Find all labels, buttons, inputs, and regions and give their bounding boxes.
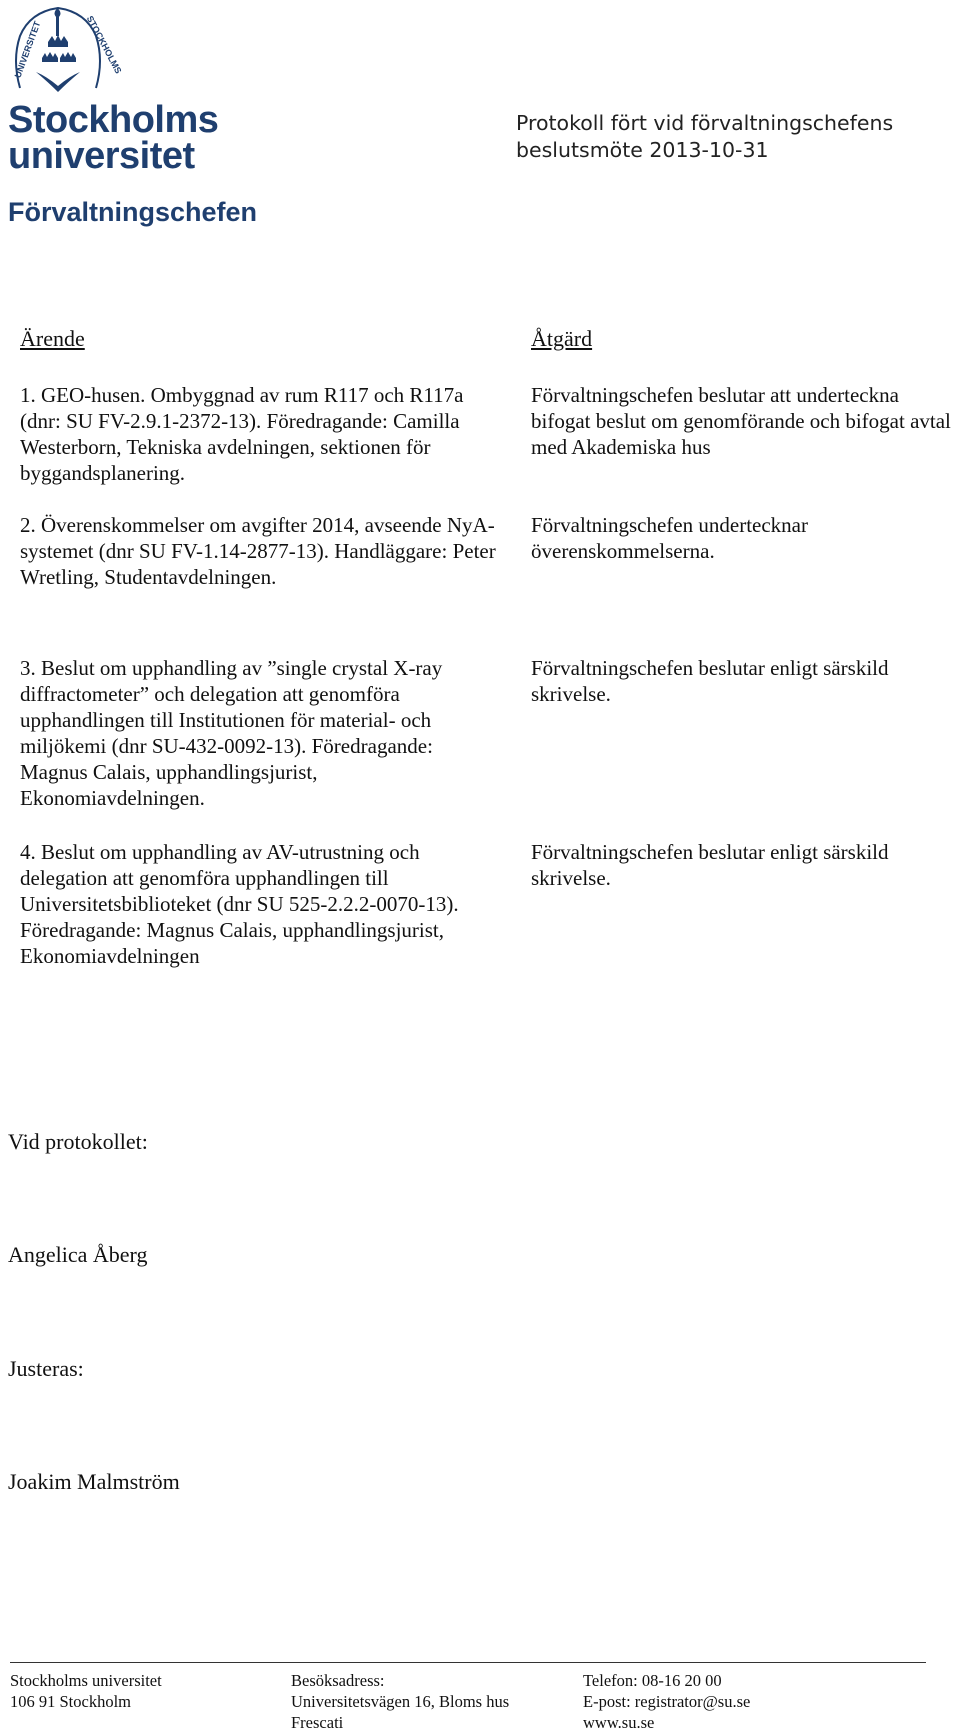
agenda-item-4: 4. Beslut om upphandling av AV-utrustning och delegation att genomföra upphandlingen till Universitetsbiblioteket (dnr SU 525-2.2.2-0070-13). Föredragande: Magnus Calais, upphandlingsjurist, Ekonomiavdelningen [20, 840, 459, 968]
footer-line: Universitetsvägen 16, Bloms hus [291, 1692, 510, 1711]
minutes-taker-label: Vid protokollet: [8, 1129, 148, 1154]
logo-wordmark-line1: Stockholms [8, 99, 219, 141]
footer-line: Frescati [291, 1713, 344, 1732]
title-line-1: Protokoll fört vid förvaltningschefens [516, 111, 894, 135]
arende-heading: Ärende [20, 326, 85, 351]
department-name: Förvaltningschefen [8, 197, 258, 227]
footer-line: 106 91 Stockholm [10, 1692, 132, 1711]
logo-wordmark-line2: universitet [8, 135, 195, 177]
svg-text:UNIVERSITET: UNIVERSITET [12, 19, 43, 80]
footer-address [10, 1670, 270, 1712]
action-item-3: Förvaltningschefen beslutar enligt särskild skrivelse. [531, 656, 889, 706]
university-seal-logo [6, 2, 124, 102]
document-title [516, 110, 946, 164]
action-item-2: Förvaltningschefen undertecknar överenskommelserna. [531, 513, 808, 563]
footer-divider [10, 1662, 926, 1663]
agenda-item-3: 3. Beslut om upphandling av ”single crystal X-ray diffractometer” och delegation att genomföra upphandlingen till Institutionen för material- och miljökemi (dnr SU-432-0092-13). Föredragande: Magnus Calais, upphandlingsjurist, Ekonomiavdelningen. [20, 656, 443, 810]
footer-email-link[interactable]: E-post: registrator@su.se [583, 1692, 751, 1711]
svg-text:STOCKHOLMS: STOCKHOLMS [84, 14, 124, 76]
adjuster-label: Justeras: [8, 1356, 84, 1381]
atgard-heading: Åtgärd [531, 326, 593, 351]
agenda-item-2: 2. Överenskommelser om avgifter 2014, avseende NyA-systemet (dnr SU FV-1.14-2877-13). Handläggare: Peter Wretling, Studentavdelningen. [20, 513, 496, 589]
action-item-4: Förvaltningschefen beslutar enligt särskild skrivelse. [531, 840, 889, 890]
footer-line: Besöksadress: [291, 1671, 385, 1690]
footer-phone: Telefon: 08-16 20 00 [583, 1671, 722, 1690]
title-line-2: beslutsmöte 2013-10-31 [516, 138, 769, 162]
footer-visiting-address [291, 1670, 571, 1733]
footer-website-link[interactable]: www.su.se [583, 1713, 655, 1732]
adjuster-name: Joakim Malmström [8, 1469, 180, 1494]
action-item-1: Förvaltningschefen beslutar att underteckna bifogat beslut om genomförande och bifogat avtal med Akademiska hus [531, 383, 951, 459]
agenda-item-1: 1. GEO-husen. Ombyggnad av rum R117 och R117a (dnr: SU FV-2.9.1-2372-13). Föredragande: Camilla Westerborn, Tekniska avdelningen, sektionen för byggandsplanering. [20, 383, 464, 485]
footer-line: Stockholms universitet [10, 1671, 162, 1690]
minutes-taker-name: Angelica Åberg [8, 1242, 148, 1267]
footer-contact [583, 1670, 923, 1733]
